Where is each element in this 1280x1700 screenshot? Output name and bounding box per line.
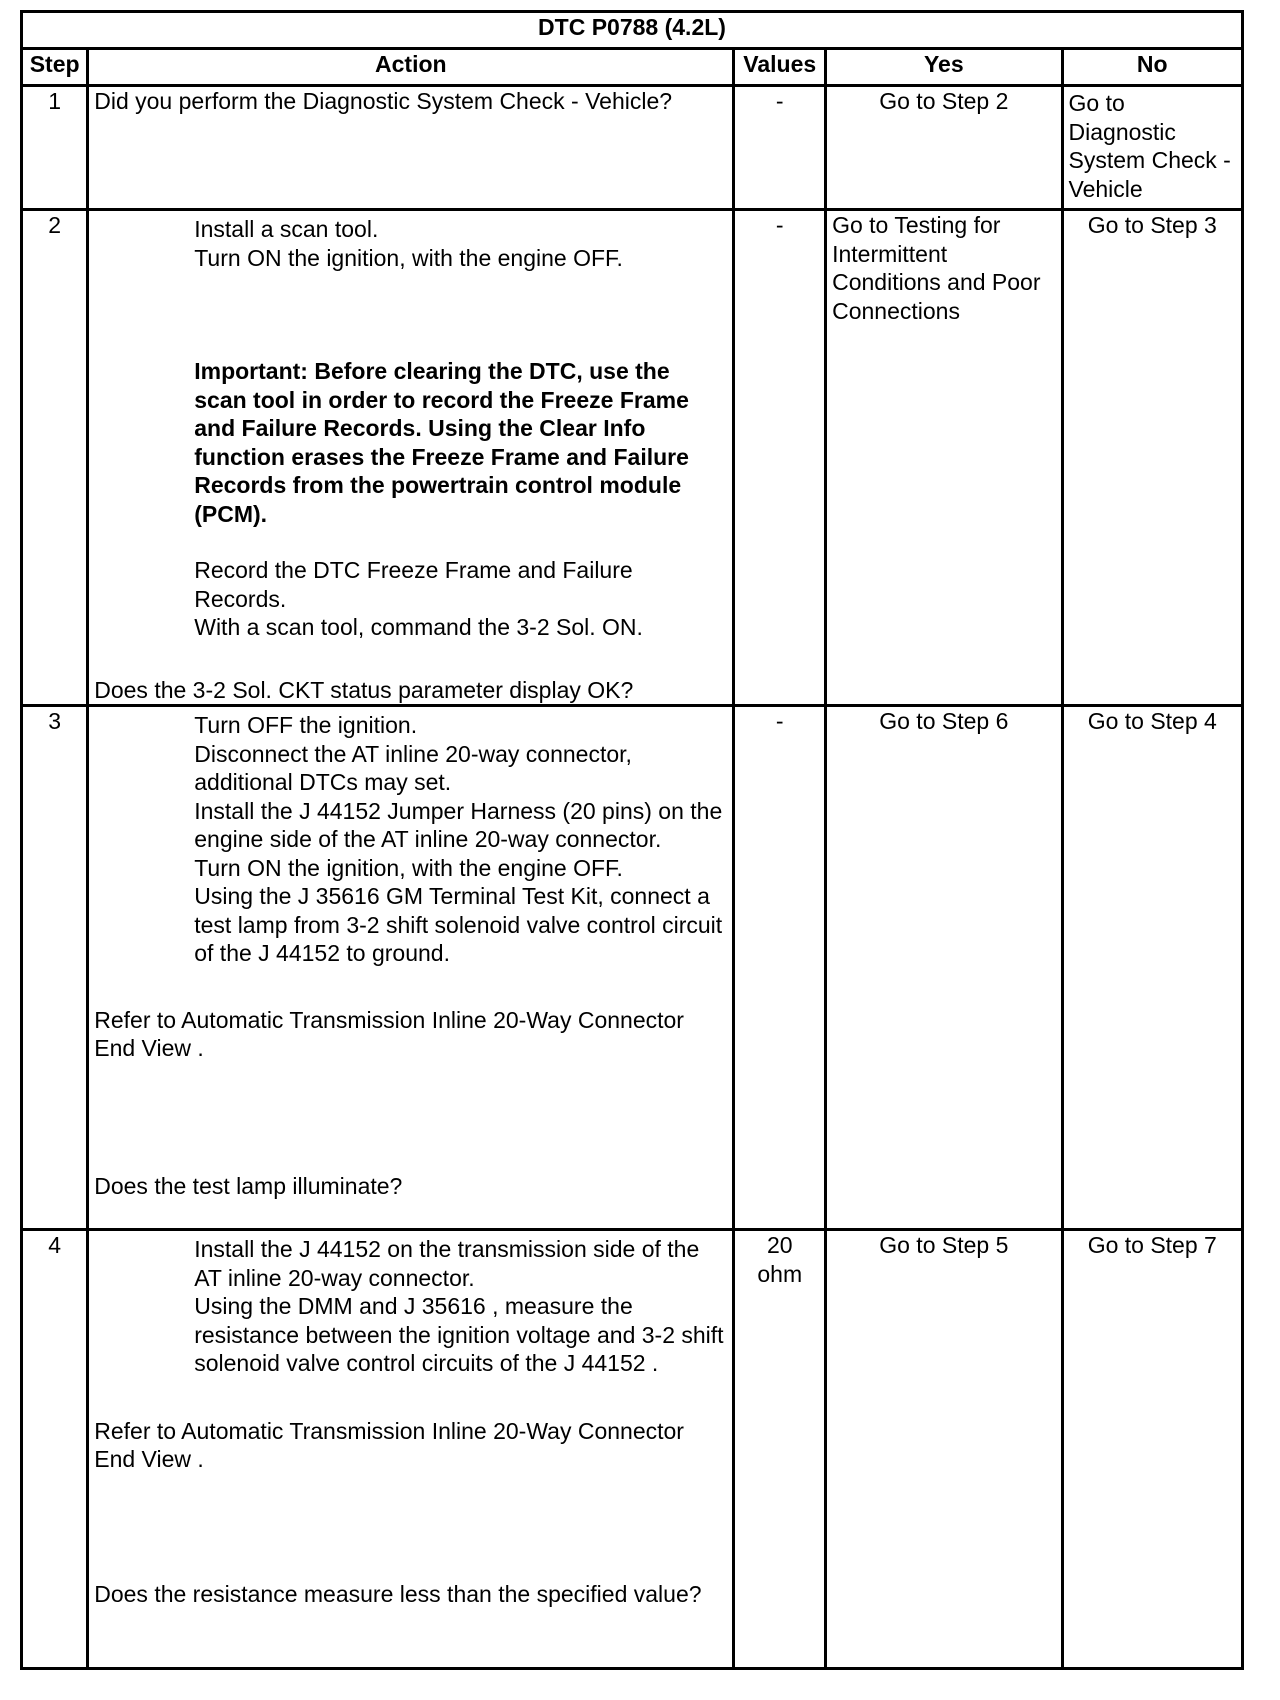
action-cell (88, 1230, 734, 1669)
action-refer: Refer to Automatic Transmission Inline 20-Way Connector End View . (94, 1417, 684, 1472)
step-number: 3 (22, 706, 88, 1230)
action-instructions (94, 1235, 727, 1378)
action-text: Turn ON the ignition, with the engine OFF. (194, 244, 623, 271)
action-text: Install a scan tool. (194, 216, 379, 242)
important-note: Important: Before clearing the DTC, use the scan tool in order to record the Freeze Frame and Failure Records. Using the Clear Info function erases the Freeze Frame and Failure Records from the powertrain control module (PCM). (194, 358, 689, 527)
yes-cell: Go to Step 6 (826, 706, 1062, 1230)
action-text: Turn ON the ignition, with the engine OFF. (194, 854, 623, 881)
values-cell: - (734, 706, 826, 1230)
step-number: 1 (22, 86, 88, 210)
column-header-action: Action (88, 49, 734, 86)
action-instructions (94, 711, 727, 968)
table-title: DTC P0788 (4.2L) (22, 12, 1243, 49)
no-cell: Go to Step 4 (1062, 706, 1242, 1230)
action-text: Using the DMM and J 35616 , measure the resistance between the ignition voltage and 3-2 shift solenoid valve control circuits of the J 44152 . (194, 1293, 724, 1376)
column-header-values: Values (734, 49, 826, 86)
yes-cell: Go to Testing for Intermittent Conditions and Poor Connections (826, 210, 1062, 706)
action-cell (88, 86, 734, 210)
action-text: Turn OFF the ignition. (194, 712, 418, 738)
step-number: 2 (22, 210, 88, 706)
column-header-step: Step (22, 49, 88, 86)
values-cell: - (734, 210, 826, 706)
no-cell: Go to Step 7 (1062, 1230, 1242, 1669)
table-row-step-1 (22, 86, 1243, 210)
column-header-no: No (1062, 49, 1242, 86)
action-question: Does the 3-2 Sol. CKT status parameter display OK? (94, 676, 634, 703)
table-row-step-4 (22, 1230, 1243, 1669)
action-text: Using the J 35616 GM Terminal Test Kit, connect a test lamp from 3-2 shift solenoid valve control circuit of the J 44152 to ground. (194, 883, 723, 966)
action-text: Record the DTC Freeze Frame and Failure Records. (194, 557, 633, 612)
table-row-step-2 (22, 210, 1243, 706)
action-text: With a scan tool, command the 3-2 Sol. ON. (194, 614, 643, 640)
action-text: Did you perform the Diagnostic System Check - Vehicle? (94, 88, 673, 114)
action-question: Does the resistance measure less than the specified value? (94, 1580, 702, 1607)
yes-cell: Go to Step 5 (826, 1230, 1062, 1669)
action-text: Disconnect the AT inline 20-way connector, additional DTCs may set. (194, 740, 632, 795)
action-cell (88, 210, 734, 706)
action-text: Install the J 44152 on the transmission side of the AT inline 20-way connector. (194, 1236, 700, 1291)
yes-cell: Go to Step 2 (826, 86, 1062, 210)
step-number: 4 (22, 1230, 88, 1669)
values-cell: 20 ohm (734, 1230, 826, 1669)
values-cell: - (734, 86, 826, 210)
column-header-yes: Yes (826, 49, 1062, 86)
action-text: Install the J 44152 Jumper Harness (20 pins) on the engine side of the AT inline 20-way connector. (194, 797, 723, 852)
action-question: Does the test lamp illuminate? (94, 1172, 403, 1199)
dtc-table (20, 10, 1244, 1670)
table-row-step-3 (22, 706, 1243, 1230)
action-refer: Refer to Automatic Transmission Inline 20-Way Connector End View . (94, 1006, 684, 1061)
no-cell: Go to Step 3 (1062, 210, 1242, 706)
action-cell (88, 706, 734, 1230)
no-cell: Go to Diagnostic System Check - Vehicle (1062, 86, 1242, 210)
action-instructions (94, 215, 727, 642)
